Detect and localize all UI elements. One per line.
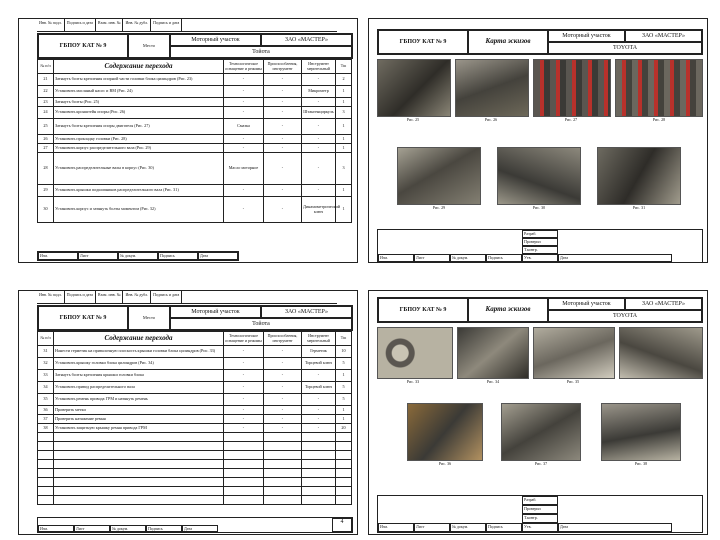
row-tools: - xyxy=(264,144,302,153)
empty-row xyxy=(38,451,352,460)
row-time: 1 xyxy=(336,370,352,382)
row-measuring: - xyxy=(302,135,336,144)
row-time: 3 xyxy=(336,107,352,119)
row-equipment: - xyxy=(224,415,264,424)
row-equipment: - xyxy=(224,185,264,197)
row-num: 31 xyxy=(38,346,54,358)
row-measuring: - xyxy=(302,144,336,153)
row-text: Затянуть болты (Рис. 25) xyxy=(54,98,224,107)
photo xyxy=(501,403,581,461)
row-equipment: - xyxy=(224,86,264,98)
sign-label: Т.контр. xyxy=(522,246,558,254)
empty-row xyxy=(38,442,352,451)
row-tools: - xyxy=(264,370,302,382)
footer-cell: № докум. xyxy=(110,525,146,532)
col-equipment: Технологическое оснащение и режимы xyxy=(224,332,264,346)
row-time: 20 xyxy=(336,424,352,433)
row-time: 1 xyxy=(336,406,352,415)
photo xyxy=(615,59,703,117)
footer-cell: Изм. xyxy=(378,523,414,532)
photo-caption: Рис. 36 xyxy=(438,461,452,466)
photo xyxy=(377,327,453,379)
title-block xyxy=(377,495,703,533)
col-equipment: Технологическое оснащение и режимы xyxy=(224,60,264,74)
sign-label: Разраб. xyxy=(522,496,558,505)
empty-row xyxy=(38,469,352,478)
row-tools: - xyxy=(264,424,302,433)
footer-cell: Изм. xyxy=(378,254,414,262)
photo xyxy=(619,327,703,379)
photo-caption: Рис. 25 xyxy=(406,117,420,122)
row-measuring: - xyxy=(302,153,336,185)
place-value: Моторный участок xyxy=(170,306,261,318)
table-row xyxy=(38,346,352,358)
company-name: ЗАО «МАСТЕР» xyxy=(261,306,352,318)
footer-cell: Дата xyxy=(182,525,218,532)
empty-row xyxy=(38,487,352,496)
sheet-number: 4 xyxy=(332,518,352,532)
row-text: Затянуть болты крепления крышки головки блока xyxy=(54,370,224,382)
row-tools: - xyxy=(264,406,302,415)
row-measuring: - xyxy=(302,370,336,382)
sign-label: Т.контр. xyxy=(522,514,558,523)
footer-cell: № докум. xyxy=(450,523,486,532)
row-tools: - xyxy=(264,153,302,185)
row-text: Установить крышку головки блока цилиндров (Рис. 34) xyxy=(54,358,224,370)
row-tools: - xyxy=(264,119,302,135)
photo xyxy=(407,403,483,461)
row-num: 21 xyxy=(38,74,54,86)
row-measuring: Герметик xyxy=(302,346,336,358)
footer-cell: Подпись xyxy=(146,525,182,532)
stamp-cell: Подпись и дата xyxy=(65,19,96,31)
col-time: Тш xyxy=(336,60,352,74)
row-equipment: Смазка xyxy=(224,119,264,135)
table-row xyxy=(38,153,352,185)
card-header xyxy=(377,297,703,323)
archive-stamp xyxy=(37,291,337,304)
table-row xyxy=(38,358,352,370)
empty-row xyxy=(38,433,352,442)
operations-table xyxy=(37,331,352,505)
row-equipment: - xyxy=(224,358,264,370)
row-num: 29 xyxy=(38,185,54,197)
row-num: 26 xyxy=(38,135,54,144)
photo-caption: Рис. 38 xyxy=(634,461,648,466)
row-time: 3 xyxy=(336,153,352,185)
row-time: 5 xyxy=(336,394,352,406)
row-tools: - xyxy=(264,346,302,358)
row-num: 25 xyxy=(38,119,54,135)
row-equipment: - xyxy=(224,144,264,153)
sign-label: Проверил xyxy=(522,238,558,246)
row-text: Проверить метки xyxy=(54,406,224,415)
row-text: Установить ремень привода ГРМ и натянуть ремень xyxy=(54,394,224,406)
photo xyxy=(457,327,529,379)
row-equipment: - xyxy=(224,382,264,394)
row-tools: - xyxy=(264,415,302,424)
footer-cell: Дата xyxy=(558,523,672,532)
row-tools: - xyxy=(264,382,302,394)
title-block xyxy=(37,517,353,533)
row-measuring: Торцевой ключ xyxy=(302,358,336,370)
photo xyxy=(497,147,581,205)
car-name: Тойота xyxy=(170,46,352,58)
row-time: 1 xyxy=(336,119,352,135)
table-row xyxy=(38,197,352,223)
row-measuring: Динамометрический ключ xyxy=(302,197,336,223)
row-tools: - xyxy=(264,135,302,144)
operations-table xyxy=(37,59,352,223)
row-num: 23 xyxy=(38,98,54,107)
footer-cell: № докум. xyxy=(118,252,158,260)
col-content: Содержание перехода xyxy=(54,60,224,74)
card-header xyxy=(37,33,353,59)
footer-cell: Лист xyxy=(414,523,450,532)
empty-row xyxy=(38,460,352,469)
footer-cell: Лист xyxy=(78,252,118,260)
org-name: ГБПОУ КАТ № 9 xyxy=(38,306,128,330)
operations-body xyxy=(38,346,352,505)
org-name: ГБПОУ КАТ № 9 xyxy=(38,34,128,58)
col-measuring: Инструмент мерительный xyxy=(302,60,336,74)
row-equipment: - xyxy=(224,107,264,119)
table-row xyxy=(38,185,352,197)
row-text: Затянуть болты крепления опорной части головки блока цилиндров (Рис. 23) xyxy=(54,74,224,86)
sketch-card-page-1 xyxy=(368,18,708,263)
row-tools: - xyxy=(264,394,302,406)
photo-caption: Рис. 37 xyxy=(534,461,548,466)
row-text: Нанести герметик на привалочную плоскость крышки головки блока цилиндров (Рис. 33) xyxy=(54,346,224,358)
row-measuring: - xyxy=(302,394,336,406)
row-tools: - xyxy=(264,185,302,197)
row-measuring: - xyxy=(302,119,336,135)
row-time: 1 xyxy=(336,415,352,424)
title-block xyxy=(37,251,239,261)
footer-cell: Изм. xyxy=(38,525,74,532)
footer-cell: Подпись xyxy=(486,523,522,532)
row-num: 22 xyxy=(38,86,54,98)
footer-cell: Дата xyxy=(558,254,672,262)
company-name: ЗАО «МАСТЕР» xyxy=(625,30,702,42)
table-row xyxy=(38,86,352,98)
footer-cell: Лист xyxy=(74,525,110,532)
row-time: 10 xyxy=(336,346,352,358)
photo xyxy=(533,59,611,117)
photo xyxy=(597,147,681,205)
card-title: Карта эскизов xyxy=(468,30,548,54)
photo-caption: Рис. 31 xyxy=(632,205,646,210)
place-label: Место xyxy=(128,306,170,330)
photo xyxy=(377,59,451,117)
org-name: ГБПОУ КАТ № 9 xyxy=(378,30,468,54)
place-value: Моторный участок xyxy=(548,298,625,310)
photo xyxy=(397,147,481,205)
photo-caption: Рис. 27 xyxy=(564,117,578,122)
row-num: 35 xyxy=(38,394,54,406)
table-row xyxy=(38,119,352,135)
row-equipment: - xyxy=(224,74,264,86)
photo xyxy=(601,403,681,461)
photo-caption: Рис. 33 xyxy=(406,379,420,384)
row-text: Установить корпус и затянуть болты моментом (Рис. 32) xyxy=(54,197,224,223)
photo-caption: Рис. 28 xyxy=(652,117,666,122)
row-equipment: - xyxy=(224,406,264,415)
stamp-cell: Инв. № дубл. xyxy=(123,19,151,31)
row-measuring: - xyxy=(302,424,336,433)
operation-card-page-2 xyxy=(18,290,358,535)
col-measuring: Инструмент мерительный xyxy=(302,332,336,346)
row-equipment: - xyxy=(224,370,264,382)
company-name: ЗАО «МАСТЕР» xyxy=(625,298,702,310)
row-time: 2 xyxy=(336,74,352,86)
row-measuring: - xyxy=(302,185,336,197)
row-time: 1 xyxy=(336,185,352,197)
row-text: Установить защитную крышку ремня привода ГРМ xyxy=(54,424,224,433)
row-text: Установить привод распределительного вала xyxy=(54,382,224,394)
col-time: Тш xyxy=(336,332,352,346)
table-row xyxy=(38,415,352,424)
footer-cell: № докум. xyxy=(450,254,486,262)
row-equipment: - xyxy=(224,135,264,144)
company-name: ЗАО «МАСТЕР» xyxy=(261,34,352,46)
col-num: № п/п xyxy=(38,332,54,346)
row-measuring: Торцевой ключ xyxy=(302,382,336,394)
row-measuring: Штангенциркуль xyxy=(302,107,336,119)
row-text: Установить распределительные валы в корпус (Рис. 30) xyxy=(54,153,224,185)
sign-label: Утв. xyxy=(522,254,558,262)
sign-label: Разраб. xyxy=(522,230,558,238)
row-num: 37 xyxy=(38,415,54,424)
row-time: 1 xyxy=(336,135,352,144)
row-equipment: - xyxy=(224,394,264,406)
title-block xyxy=(377,229,703,263)
card-title: Карта эскизов xyxy=(468,298,548,322)
row-text: Установить масляный насос и ВМ (Рис. 24) xyxy=(54,86,224,98)
empty-row xyxy=(38,496,352,505)
stamp-cell: Подпись и дата xyxy=(151,291,182,303)
row-text: Установить корпус распределительного вала (Рис. 29) xyxy=(54,144,224,153)
archive-stamp xyxy=(37,19,337,32)
place-label: Место xyxy=(128,34,170,58)
photo-caption: Рис. 35 xyxy=(566,379,580,384)
table-row xyxy=(38,74,352,86)
row-time: 1 xyxy=(336,197,352,223)
row-num: 30 xyxy=(38,197,54,223)
stamp-cell: Инв. № дубл. xyxy=(123,291,151,303)
col-content: Содержание перехода xyxy=(54,332,224,346)
row-num: 33 xyxy=(38,370,54,382)
row-text: Установить прокладку головки (Рис. 28) xyxy=(54,135,224,144)
col-num: № п/п xyxy=(38,60,54,74)
table-row xyxy=(38,107,352,119)
col-tools: Приспособления, инструмент xyxy=(264,60,302,74)
operations-body xyxy=(38,74,352,223)
car-name: Тойота xyxy=(170,318,352,330)
row-tools: - xyxy=(264,86,302,98)
row-time: 1 xyxy=(336,98,352,107)
operation-card-page-1 xyxy=(18,18,358,263)
table-row xyxy=(38,135,352,144)
card-header xyxy=(37,305,353,331)
row-measuring: Микрометр xyxy=(302,86,336,98)
row-measuring: - xyxy=(302,415,336,424)
row-tools: - xyxy=(264,107,302,119)
photo-caption: Рис. 26 xyxy=(484,117,498,122)
stamp-cell: Взам. инв. № xyxy=(96,19,124,31)
row-tools: - xyxy=(264,74,302,86)
row-num: 38 xyxy=(38,424,54,433)
row-equipment: Масло моторное xyxy=(224,153,264,185)
card-header xyxy=(377,29,703,55)
place-value: Моторный участок xyxy=(170,34,261,46)
row-text: Проверить натяжение ремня xyxy=(54,415,224,424)
stamp-cell: Подпись и дата xyxy=(65,291,96,303)
row-num: 32 xyxy=(38,358,54,370)
footer-cell: Изм. xyxy=(38,252,78,260)
table-row xyxy=(38,394,352,406)
table-row xyxy=(38,98,352,107)
row-text: Затянуть болты крепления опоры двигателя (Рис. 27) xyxy=(54,119,224,135)
row-equipment: - xyxy=(224,424,264,433)
row-measuring: - xyxy=(302,406,336,415)
row-equipment: - xyxy=(224,98,264,107)
col-tools: Приспособления, инструмент xyxy=(264,332,302,346)
stamp-cell: Подпись и дата xyxy=(151,19,182,31)
org-name: ГБПОУ КАТ № 9 xyxy=(378,298,468,322)
table-row xyxy=(38,406,352,415)
row-tools: - xyxy=(264,358,302,370)
row-measuring: - xyxy=(302,98,336,107)
place-value: Моторный участок xyxy=(548,30,625,42)
stamp-cell: Взам. инв. № xyxy=(96,291,124,303)
footer-cell: Подпись xyxy=(486,254,522,262)
stamp-cell: Инв. № подл. xyxy=(37,291,65,303)
row-text: Установить кронштейн опоры (Рис. 26) xyxy=(54,107,224,119)
sign-label: Утв. xyxy=(522,523,558,532)
row-time: 5 xyxy=(336,358,352,370)
car-name: TOYOTA xyxy=(548,42,702,54)
table-row xyxy=(38,144,352,153)
footer-cell: Дата xyxy=(198,252,238,260)
row-num: 36 xyxy=(38,406,54,415)
row-time: 1 xyxy=(336,86,352,98)
row-time: 1 xyxy=(336,144,352,153)
row-tools: - xyxy=(264,98,302,107)
table-row xyxy=(38,370,352,382)
photo xyxy=(455,59,529,117)
sketch-card-page-2 xyxy=(368,290,708,535)
photo-caption: Рис. 30 xyxy=(532,205,546,210)
photo xyxy=(533,327,615,379)
row-measuring: - xyxy=(302,74,336,86)
row-num: 34 xyxy=(38,382,54,394)
empty-row xyxy=(38,478,352,487)
car-name: TOYOTA xyxy=(548,310,702,322)
row-num: 24 xyxy=(38,107,54,119)
row-num: 28 xyxy=(38,153,54,185)
table-row xyxy=(38,424,352,433)
photo-caption: Рис. 34 xyxy=(486,379,500,384)
row-equipment: - xyxy=(224,346,264,358)
footer-cell: Лист xyxy=(414,254,450,262)
photo-caption: Рис. 29 xyxy=(432,205,446,210)
table-row xyxy=(38,382,352,394)
row-num: 27 xyxy=(38,144,54,153)
footer-cell: Подпись xyxy=(158,252,198,260)
sign-label: Проверил xyxy=(522,505,558,514)
row-time: 5 xyxy=(336,382,352,394)
row-tools: - xyxy=(264,197,302,223)
stamp-cell: Инв. № подл. xyxy=(37,19,65,31)
row-text: Установить крышки подшипников распределительного вала (Рис. 31) xyxy=(54,185,224,197)
row-equipment: - xyxy=(224,197,264,223)
